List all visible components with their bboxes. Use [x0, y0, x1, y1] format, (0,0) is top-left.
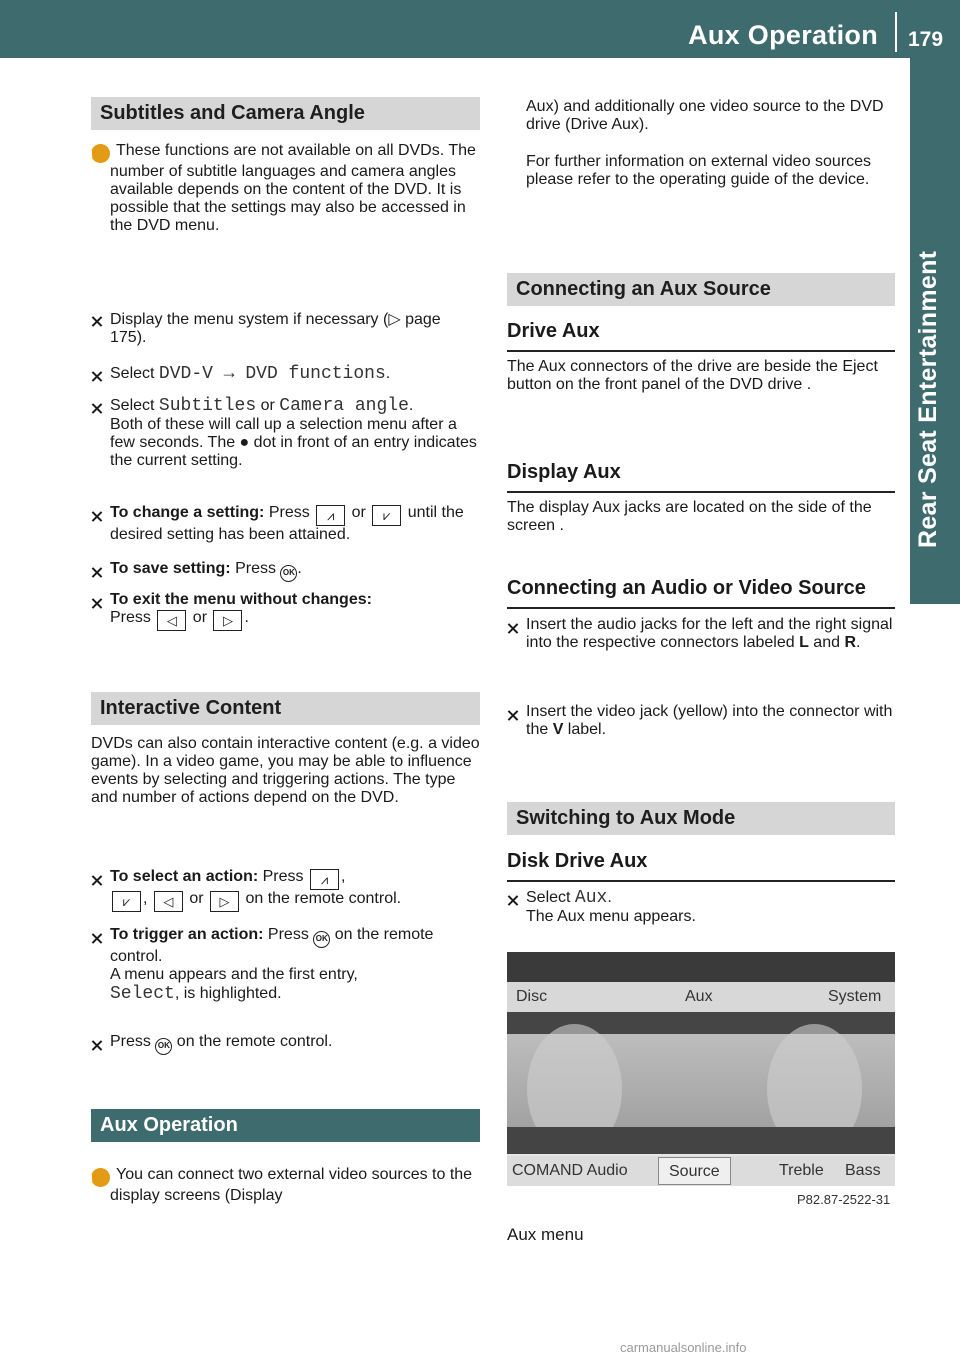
step-marker-icon: [91, 511, 102, 522]
screenshot-menu-disc: Disc: [516, 988, 548, 1005]
page-number: 179: [908, 28, 944, 51]
ok-button-icon: OK: [280, 565, 297, 582]
subheading-display-aux: Display Aux: [507, 461, 895, 493]
screenshot-caption: Aux menu: [507, 1225, 584, 1244]
heading-interactive-content: Interactive Content: [91, 692, 480, 725]
drive-aux-paragraph: The Aux connectors of the drive are beside the Eject button on the front panel of the DVD drive .: [507, 358, 878, 393]
ok-button-icon: OK: [155, 1038, 172, 1055]
heading-switching-aux: Switching to Aux Mode: [507, 802, 895, 835]
header-divider: [895, 12, 897, 52]
right-key-icon: ▷: [210, 891, 239, 912]
side-tab: [910, 58, 960, 604]
screenshot-menu-aux: Aux: [685, 988, 713, 1005]
step-select-subtitles: Select Subtitles or Camera angle. Both of these will call up a selection menu after a few seconds. The ● dot in front of an entry indicates the current setting.: [91, 396, 483, 470]
ok-button-icon: OK: [313, 931, 330, 948]
up-key-icon: ⩘: [310, 869, 339, 890]
step-marker-icon: [91, 1040, 102, 1051]
step-insert-video: Insert the video jack (yellow) into the connector with the V label.: [507, 703, 897, 739]
screenshot-tab-treble: Treble: [779, 1162, 824, 1179]
step-select-aux: Select Aux. The Aux menu appears.: [507, 888, 897, 926]
step-marker-icon: [91, 598, 102, 609]
side-tab-label: Rear Seat Entertainment: [914, 250, 942, 548]
right-key-icon: ▷: [213, 610, 242, 631]
screenshot-menu-bar: [507, 982, 895, 1012]
aux-continued-1: Aux) and additionally one video source to the DVD drive (Drive Aux).: [526, 98, 884, 133]
step-save-setting: To save setting: Press OK .: [91, 560, 481, 582]
heading-subtitles-camera: Subtitles and Camera Angle: [91, 97, 480, 130]
step-display-menu: Display the menu system if necessary (▷ page 175).: [91, 309, 481, 347]
step-marker-icon: [91, 403, 102, 414]
screenshot-tab-bar: [507, 1156, 895, 1186]
heading-aux-operation: Aux Operation: [91, 1109, 480, 1142]
footer-watermark: carmanualsonline.info: [620, 1340, 747, 1355]
section-title: Aux Operation: [688, 20, 878, 50]
step-select-action: To select an action: Press ⩘ , ⩗ , ◁ or ▷ on the remote control.: [91, 868, 483, 912]
step-insert-audio: Insert the audio jacks for the left and the right signal into the respective connectors labeled L and R.: [507, 616, 899, 652]
step-trigger-action: To trigger an action: Press OK on the remote control. A menu appears and the first entry, Select, is highlighted.: [91, 926, 481, 1004]
display-aux-paragraph: The display Aux jacks are located on the side of the screen .: [507, 499, 872, 534]
step-marker-icon: [91, 933, 102, 944]
step-marker-icon: [91, 371, 102, 382]
screenshot-menu-system: System: [828, 988, 882, 1005]
subheading-disk-drive-aux: Disk Drive Aux: [507, 850, 895, 882]
up-key-icon: ⩘: [316, 505, 345, 526]
step-select-dvd: Select DVD-V → DVD functions.: [91, 364, 481, 384]
step-marker-icon: [507, 895, 518, 906]
header-bar: [0, 0, 960, 58]
step-change-setting: To change a setting: Press ⩘ or ⩗ until the desired setting has been attained.: [91, 504, 483, 544]
info-icon: i: [91, 1168, 110, 1187]
screenshot-tab-source: Source: [658, 1157, 731, 1185]
left-key-icon: ◁: [157, 610, 186, 631]
heading-connecting-aux: Connecting an Aux Source: [507, 273, 895, 306]
screenshot-reference-code: P82.87-2522-31: [797, 1192, 891, 1207]
interactive-paragraph: DVDs can also contain interactive content (e.g. a video game). In a video game, you may be able to influence events by selecting and triggering actions. The type and number of actions depend on the DVD.: [91, 735, 480, 806]
step-marker-icon: [507, 710, 518, 721]
down-key-icon: ⩗: [112, 891, 141, 912]
screenshot-tab-bass: Bass: [845, 1162, 881, 1179]
subheading-drive-aux: Drive Aux: [507, 320, 895, 352]
aux-continued-2: For further information on external video sources please refer to the operating guide of the device.: [526, 153, 872, 188]
down-key-icon: ⩗: [372, 505, 401, 526]
info-icon: i: [91, 144, 110, 163]
step-press-ok: Press OK on the remote control.: [91, 1033, 481, 1055]
aux-menu-screenshot: [507, 952, 895, 1186]
info-aux: i You can connect two external video sources to the display screens (Display: [89, 1166, 473, 1204]
step-marker-icon: [91, 875, 102, 886]
step-marker-icon: [91, 316, 102, 327]
step-marker-icon: [91, 567, 102, 578]
left-key-icon: ◁: [154, 891, 183, 912]
step-exit-menu: To exit the menu without changes: Press ◁ or ▷ .: [91, 591, 481, 631]
subheading-audio-video-source: Connecting an Audio or Video Source: [507, 577, 895, 609]
step-marker-icon: [507, 623, 518, 634]
info-subtitles: i These functions are not available on all DVDs. The number of subtitle languages and camera angles available depends on the content of the DVD. It is possible that the settings may also be accessed in the DVD menu.: [89, 142, 476, 234]
screenshot-tab-comand-audio: COMAND Audio: [512, 1162, 628, 1179]
